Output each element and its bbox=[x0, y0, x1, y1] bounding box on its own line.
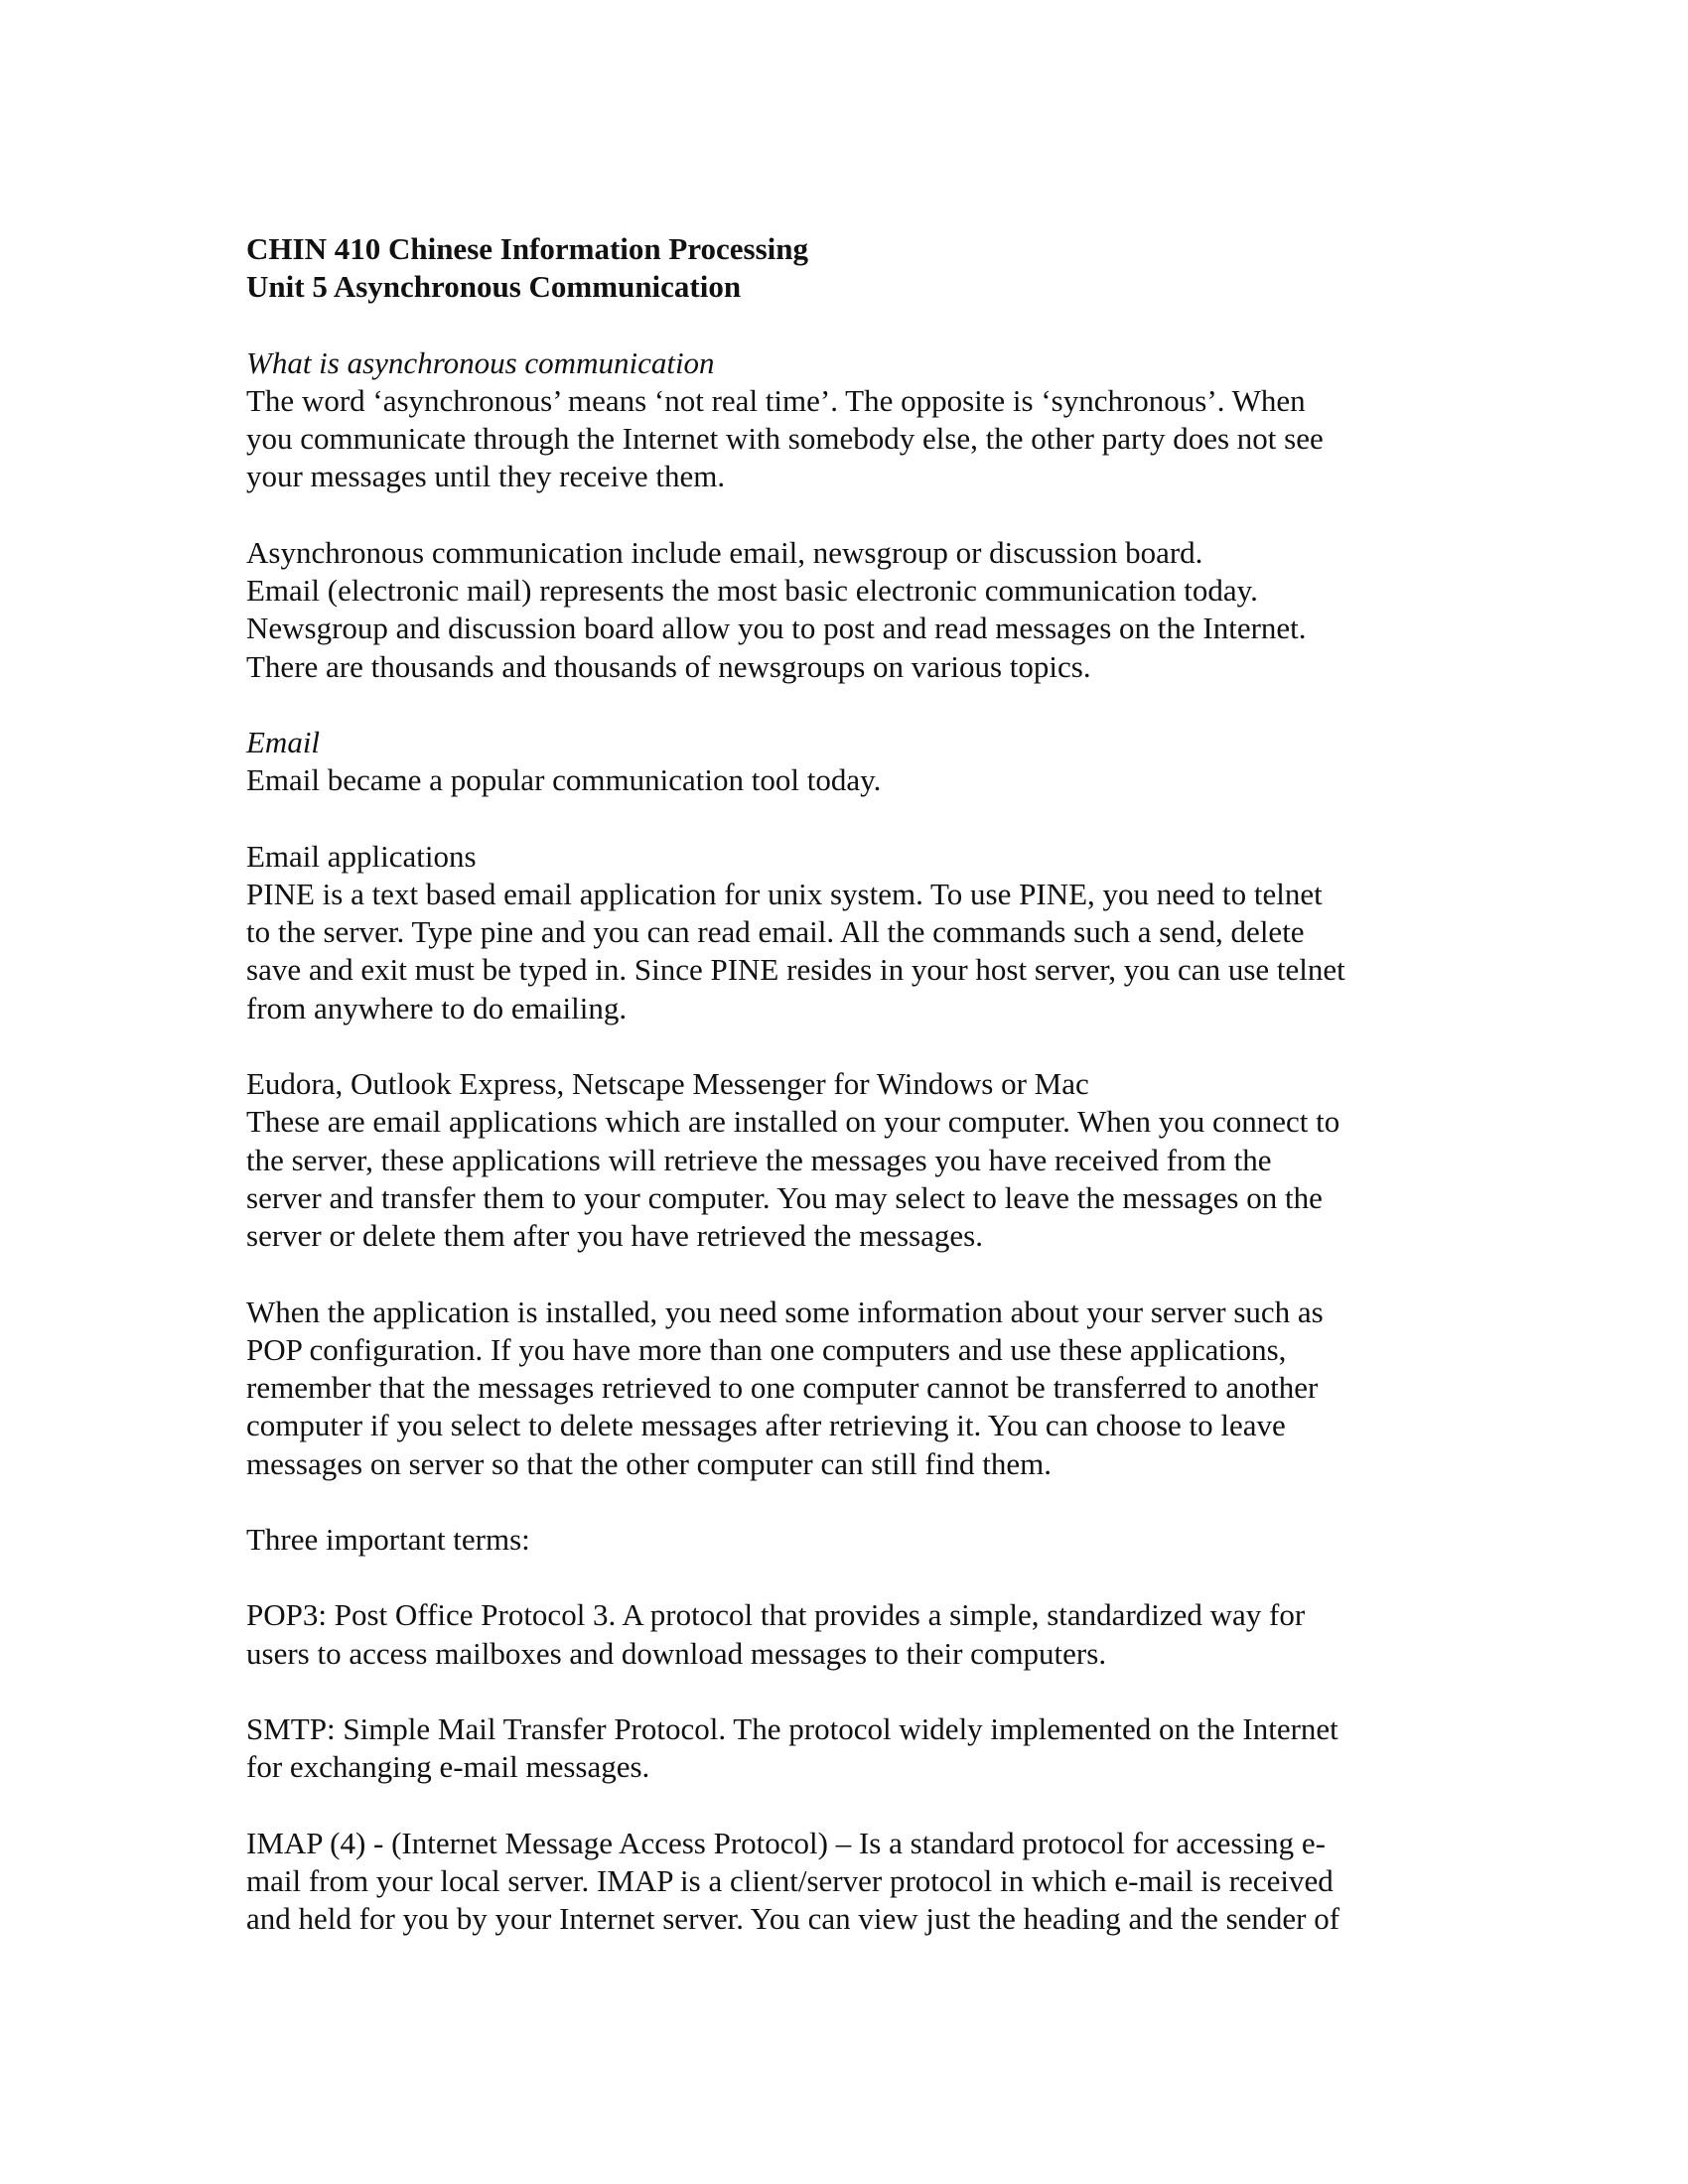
paragraph-heading: Eudora, Outlook Express, Netscape Messenger for Windows or Mac bbox=[246, 1066, 1089, 1102]
text-line: from anywhere to do emailing. bbox=[246, 990, 628, 1025]
paragraph bbox=[246, 534, 1487, 686]
paragraph-heading: Email applications bbox=[246, 838, 477, 874]
text-line: to the server. Type pine and you can read email. All the commands such a send, delete bbox=[246, 914, 1305, 950]
text-line: Newsgroup and discussion board allow you to post and read messages on the Internet. bbox=[246, 611, 1307, 646]
course-title: CHIN 410 Chinese Information Processing bbox=[246, 231, 809, 266]
text-line: Email became a popular communication tool today. bbox=[246, 762, 882, 798]
text-line: server and transfer them to your computer. You may select to leave the messages on the bbox=[246, 1179, 1323, 1215]
paragraph bbox=[246, 1521, 1487, 1559]
text-line: computer if you select to delete messages after retrieving it. You can choose to leave bbox=[246, 1408, 1286, 1443]
text-line: Email (electronic mail) represents the most basic electronic communication today. bbox=[246, 573, 1258, 609]
paragraph bbox=[246, 1825, 1487, 1939]
text-line: users to access mailboxes and download messages to their computers. bbox=[246, 1635, 1107, 1671]
text-line: save and exit must be typed in. Since PINE resides in your host server, you can use telnet bbox=[246, 952, 1345, 988]
text-line: messages on server so that the other computer can still find them. bbox=[246, 1445, 1052, 1481]
text-line: SMTP: Simple Mail Transfer Protocol. The protocol widely implemented on the Internet bbox=[246, 1710, 1338, 1746]
paragraph bbox=[246, 1065, 1487, 1255]
text-line: Asynchronous communication include email, newsgroup or discussion board. bbox=[246, 534, 1203, 570]
document-body bbox=[246, 344, 1487, 1939]
text-line: There are thousands and thousands of newsgroups on various topics. bbox=[246, 648, 1091, 684]
text-line: the server, these applications will retrieve the messages you have received from the bbox=[246, 1142, 1272, 1177]
text-line: remember that the messages retrieved to one computer cannot be transferred to another bbox=[246, 1370, 1319, 1406]
paragraph bbox=[246, 838, 1487, 1027]
text-line: The word ‘asynchronous’ means ‘not real time’. The opposite is ‘synchronous’. When bbox=[246, 382, 1306, 418]
unit-title: Unit 5 Asynchronous Communication bbox=[246, 269, 742, 305]
document-page bbox=[246, 230, 1487, 1976]
text-line: server or delete them after you have retrieved the messages. bbox=[246, 1218, 983, 1254]
document-header bbox=[246, 230, 1487, 307]
text-line: When the application is installed, you need some information about your server such as bbox=[246, 1294, 1324, 1329]
text-line: mail from your local server. IMAP is a client/server protocol in which e-mail is received bbox=[246, 1862, 1334, 1898]
paragraph bbox=[246, 724, 1487, 800]
text-line: These are email applications which are installed on your computer. When you connect to bbox=[246, 1104, 1340, 1140]
text-line: POP configuration. If you have more than one computers and use these applications, bbox=[246, 1331, 1287, 1367]
text-line: IMAP (4) - (Internet Message Access Protocol) – Is a standard protocol for accessing e- bbox=[246, 1825, 1326, 1860]
paragraph bbox=[246, 1710, 1487, 1787]
text-line: and held for you by your Internet server. You can view just the heading and the sender of bbox=[246, 1901, 1340, 1937]
paragraph-heading: Email bbox=[246, 724, 321, 759]
text-line: you communicate through the Internet with somebody else, the other party does not see bbox=[246, 421, 1324, 457]
text-line: for exchanging e-mail messages. bbox=[246, 1749, 650, 1785]
text-line: POP3: Post Office Protocol 3. A protocol that provides a simple, standardized way for bbox=[246, 1597, 1306, 1633]
paragraph-heading: What is asynchronous communication bbox=[246, 344, 715, 380]
text-line: Three important terms: bbox=[246, 1522, 530, 1558]
text-line: your messages until they receive them. bbox=[246, 459, 726, 494]
paragraph bbox=[246, 344, 1487, 496]
paragraph bbox=[246, 1294, 1487, 1483]
text-line: PINE is a text based email application for unix system. To use PINE, you need to telnet bbox=[246, 876, 1323, 911]
paragraph bbox=[246, 1596, 1487, 1673]
